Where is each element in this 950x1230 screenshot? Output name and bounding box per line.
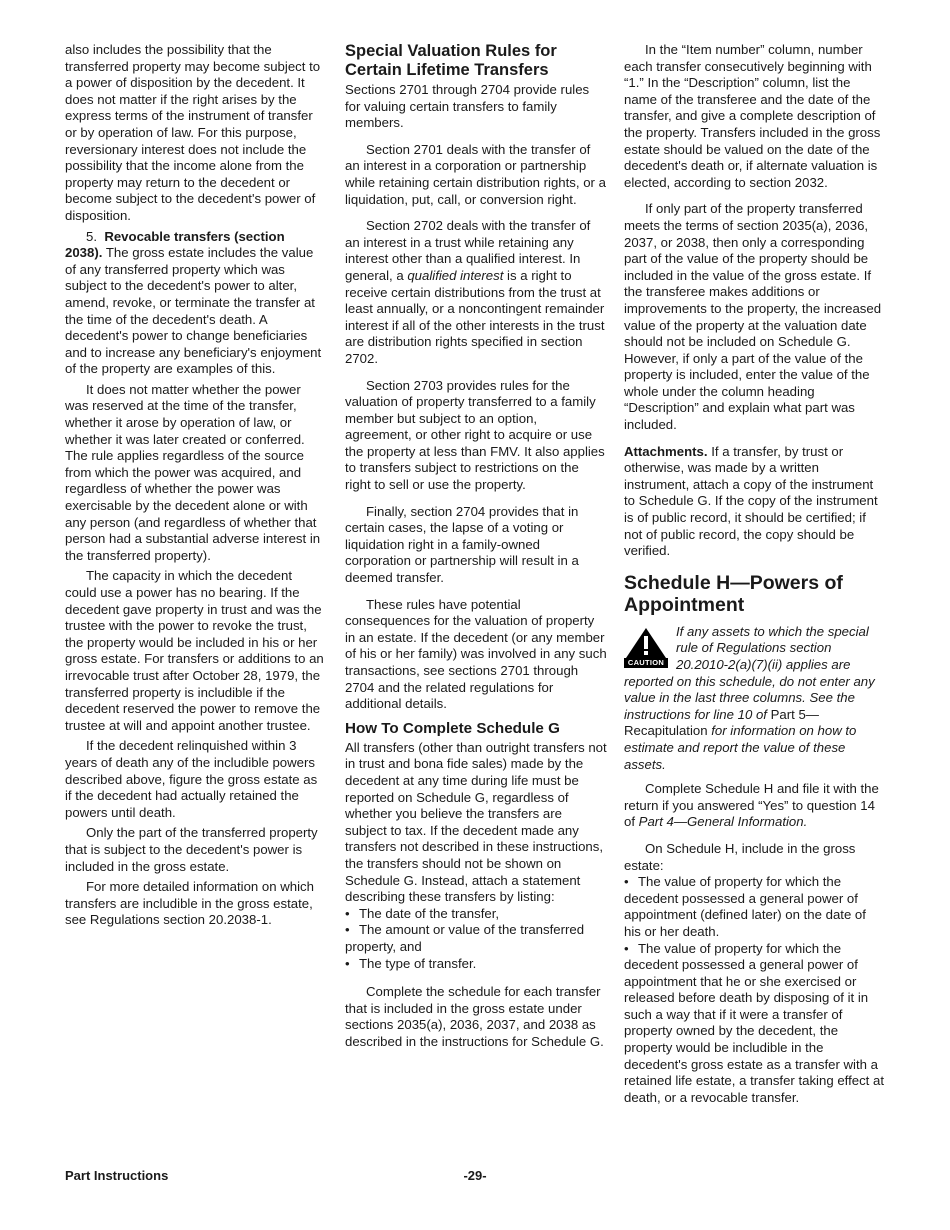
caution-note — [624, 624, 886, 773]
caution-reference: Part 5—Recapitulation — [624, 706, 819, 739]
paragraph-text: The gross estate includes the value of any transferred property which was subject to the decedent's power to alter, amend, revoke, or terminate the transfer at the time of the decedent's death. A decedent's power to change beneficiaries and to increase any beneficiary's enjoyment of the property are examples of this. — [65, 245, 322, 377]
bullet-icon: • — [624, 940, 629, 956]
italic-term: qualified interest — [407, 267, 504, 283]
paragraph: Complete the schedule for each transfer that is included in the gross estate under sections 2035(a), 2036, 2037, and 2038 as described in the instructions for Schedule G. — [345, 984, 604, 1049]
bullet-list — [624, 874, 886, 1106]
caution-text: for information on how to estimate and report the value of these assets. — [624, 723, 857, 772]
run-in-heading: Revocable transfers (section 2038). — [65, 228, 285, 261]
paragraph — [624, 781, 886, 831]
run-in-heading: Attachments. — [624, 443, 708, 459]
list-item — [345, 906, 607, 923]
paragraph: Finally, section 2704 provides that in certain cases, the lapse of a voting or liquidation right in a family-owned corporation or partnership will result in a deemed transfer. — [345, 503, 579, 586]
italic-reference: Part 4—General Information. — [638, 814, 808, 830]
paragraph — [624, 444, 886, 560]
paragraph-text: If a transfer, by trust or otherwise, was made by a written instrument, attach a copy of the instrument to Schedule G. If the copy of the instrument is of public record, it should be certified; if not of public record, the copy should be verified. — [624, 443, 878, 559]
paragraph: Sections 2701 through 2704 provide rules for valuing certain transfers to family members. — [345, 82, 590, 131]
list-item — [624, 941, 886, 1107]
paragraph: Section 2701 deals with the transfer of an interest in a corporation or partnership while retaining certain distribution rights, or a liquidation, put, call, or conversion right. — [345, 141, 606, 207]
paragraph: also includes the possibility that the transferred property may become subject to a power of disposition by the decedent. It does not matter if the right arises by the express terms of the instrument of transfer or by operation of law. For this purpose, reversionary interest does not include the possibility that the income alone from the property may return to the decedent or become subject to the decedent's power of disposition. — [65, 42, 321, 223]
list-item-text: The date of the transfer, — [359, 905, 500, 921]
paragraph: Section 2703 provides rules for the valuation of property transferred to a family member but subject to an option, agreement, or other right to acquire or use the property at less than FMV. It also applies to transfers subject to restrictions on the right to sell or use the property. — [345, 377, 605, 493]
list-item — [624, 874, 886, 940]
paragraph: Only the part of the transferred property that is subject to the decedent's power is included in the gross estate. — [65, 825, 318, 874]
paragraph: If the decedent relinquished within 3 years of death any of the includible powers described above, figure the gross estate as if the decedent had actually retained the powers until death. — [65, 738, 318, 820]
section-heading: Special Valuation Rules for Certain Lifetime Transfers — [345, 42, 557, 79]
paragraph: It does not matter whether the power was reserved at the time of the transfer, whether it arose by operation of law, or whether it was later created or conferred. The rule applies regardless of the source from which the power was acquired, and regardless of whether the power was exercisable by the decedent alone or with any person (and regardless of whether that person had a substantial adverse interest in the transferred property). — [65, 381, 321, 563]
caution-icon — [624, 627, 668, 669]
paragraph: These rules have potential consequences for the valuation of property in an estate. If the decedent (or any member of his or her family) was involved in any such transactions, see sections 2701 through 2704 and the related regulations for additional details. — [345, 596, 607, 712]
section-heading: How To Complete Schedule G — [345, 719, 560, 737]
paragraph: On Schedule H, include in the gross estate: — [624, 840, 856, 873]
list-item-text: The amount or value of the transferred property, and — [345, 922, 585, 954]
bullet-list — [345, 906, 607, 972]
bullet-icon: • — [345, 922, 350, 938]
list-item — [345, 922, 607, 955]
paragraph-text: is a right to receive certain distributions from the trust at least annually, or a noncontingent remainder interest if all of the other interests in the trust are distribution rights specified in section 2702. — [345, 267, 605, 366]
list-item-text: The value of property for which the decedent possessed a general power of appointment (defined later) on the date of his or her death. — [624, 874, 866, 939]
paragraph: For more detailed information on which transfers are includible in the gross estate, see Regulations section 20.2038-1. — [65, 879, 314, 928]
page-number: -29- — [463, 1168, 487, 1183]
bullet-icon: • — [345, 955, 350, 971]
caution-label: CAUTION — [624, 658, 668, 668]
paragraph-text: Section 2702 deals with the transfer of an interest in a trust while retaining any interest other than a qualified interest. In general, a — [345, 218, 591, 283]
caution-text: If any assets to which the special rule of Regulations section 20.2010-2(a)(7)(ii) applies are reported on this schedule, do not enter any value in the last three columns. See the instructions for line 10 of — [624, 623, 875, 722]
bullet-icon: • — [624, 874, 629, 890]
column-3 — [624, 42, 886, 1106]
footer-section-label: Part Instructions — [65, 1168, 169, 1183]
paragraph: All transfers (other than outright transfers not in trust and bona fide sales) made by the decedent at any time during life must be reported on Schedule G, regardless of whether you believe the transfers are subject to tax. If the decedent made any transfers not described in these instructions, the transfers should not be shown on Schedule G. Instead, attach a statement describing these transfers by listing: — [345, 739, 607, 905]
paragraph — [65, 229, 325, 378]
paragraph: In the “Item number” column, number each transfer consecutively beginning with “1.” In the “Description” column, list the name of the transferee and the date of the transfer, and give a complete description of the property. Transfers included in the gross estate should be valued on the date of the decedent's death or, if alternate valuation is elected, according to section 2032. — [624, 42, 881, 190]
list-item-text: The value of property for which the decedent possessed a general power of appointment that he or she exercised or released before death by disposing of it in such a way that if it were a transfer of property owned by the decedent, the property would be includible in the decedent's gross estate as a transfer with a retained life estate, a transfer taking effect at death, or a revocable transfer. — [624, 940, 884, 1105]
paragraph: If only part of the property transferred meets the terms of section 2035(a), 2036, 2037, or 2038, then only a corresponding part of the value of the property should be included in the value of the gross estate. If the transferee makes additions or improvements to the property, the increased value of the property at the valuation date should not be included on Schedule G. However, if only a part of the value of the property is included, enter the value of the whole under the column heading “Description” and explain what part was included. — [624, 201, 882, 433]
column-2 — [345, 42, 607, 1054]
bullet-icon: • — [345, 905, 350, 921]
list-item-text: The type of transfer. — [359, 955, 477, 971]
paragraph — [345, 218, 607, 367]
item-number: 5. — [86, 228, 97, 244]
schedule-heading: Schedule H—Powers of Appointment — [624, 571, 843, 616]
paragraph-text: Complete Schedule H and file it with the return if you answered “Yes” to question 14 of — [624, 781, 879, 830]
paragraph: The capacity in which the decedent could use a power has no bearing. If the decedent gave property in trust and was the trustee with the power to revoke the trust, the property would be included in his or her gross estate. For transfers or additions to an irrevocable trust after October 28, 1979, the transferred property is includible if the decedent reserved the power to remove the trustee at will and appoint another trustee. — [65, 568, 324, 733]
list-item — [345, 956, 607, 973]
column-1 — [65, 42, 325, 933]
